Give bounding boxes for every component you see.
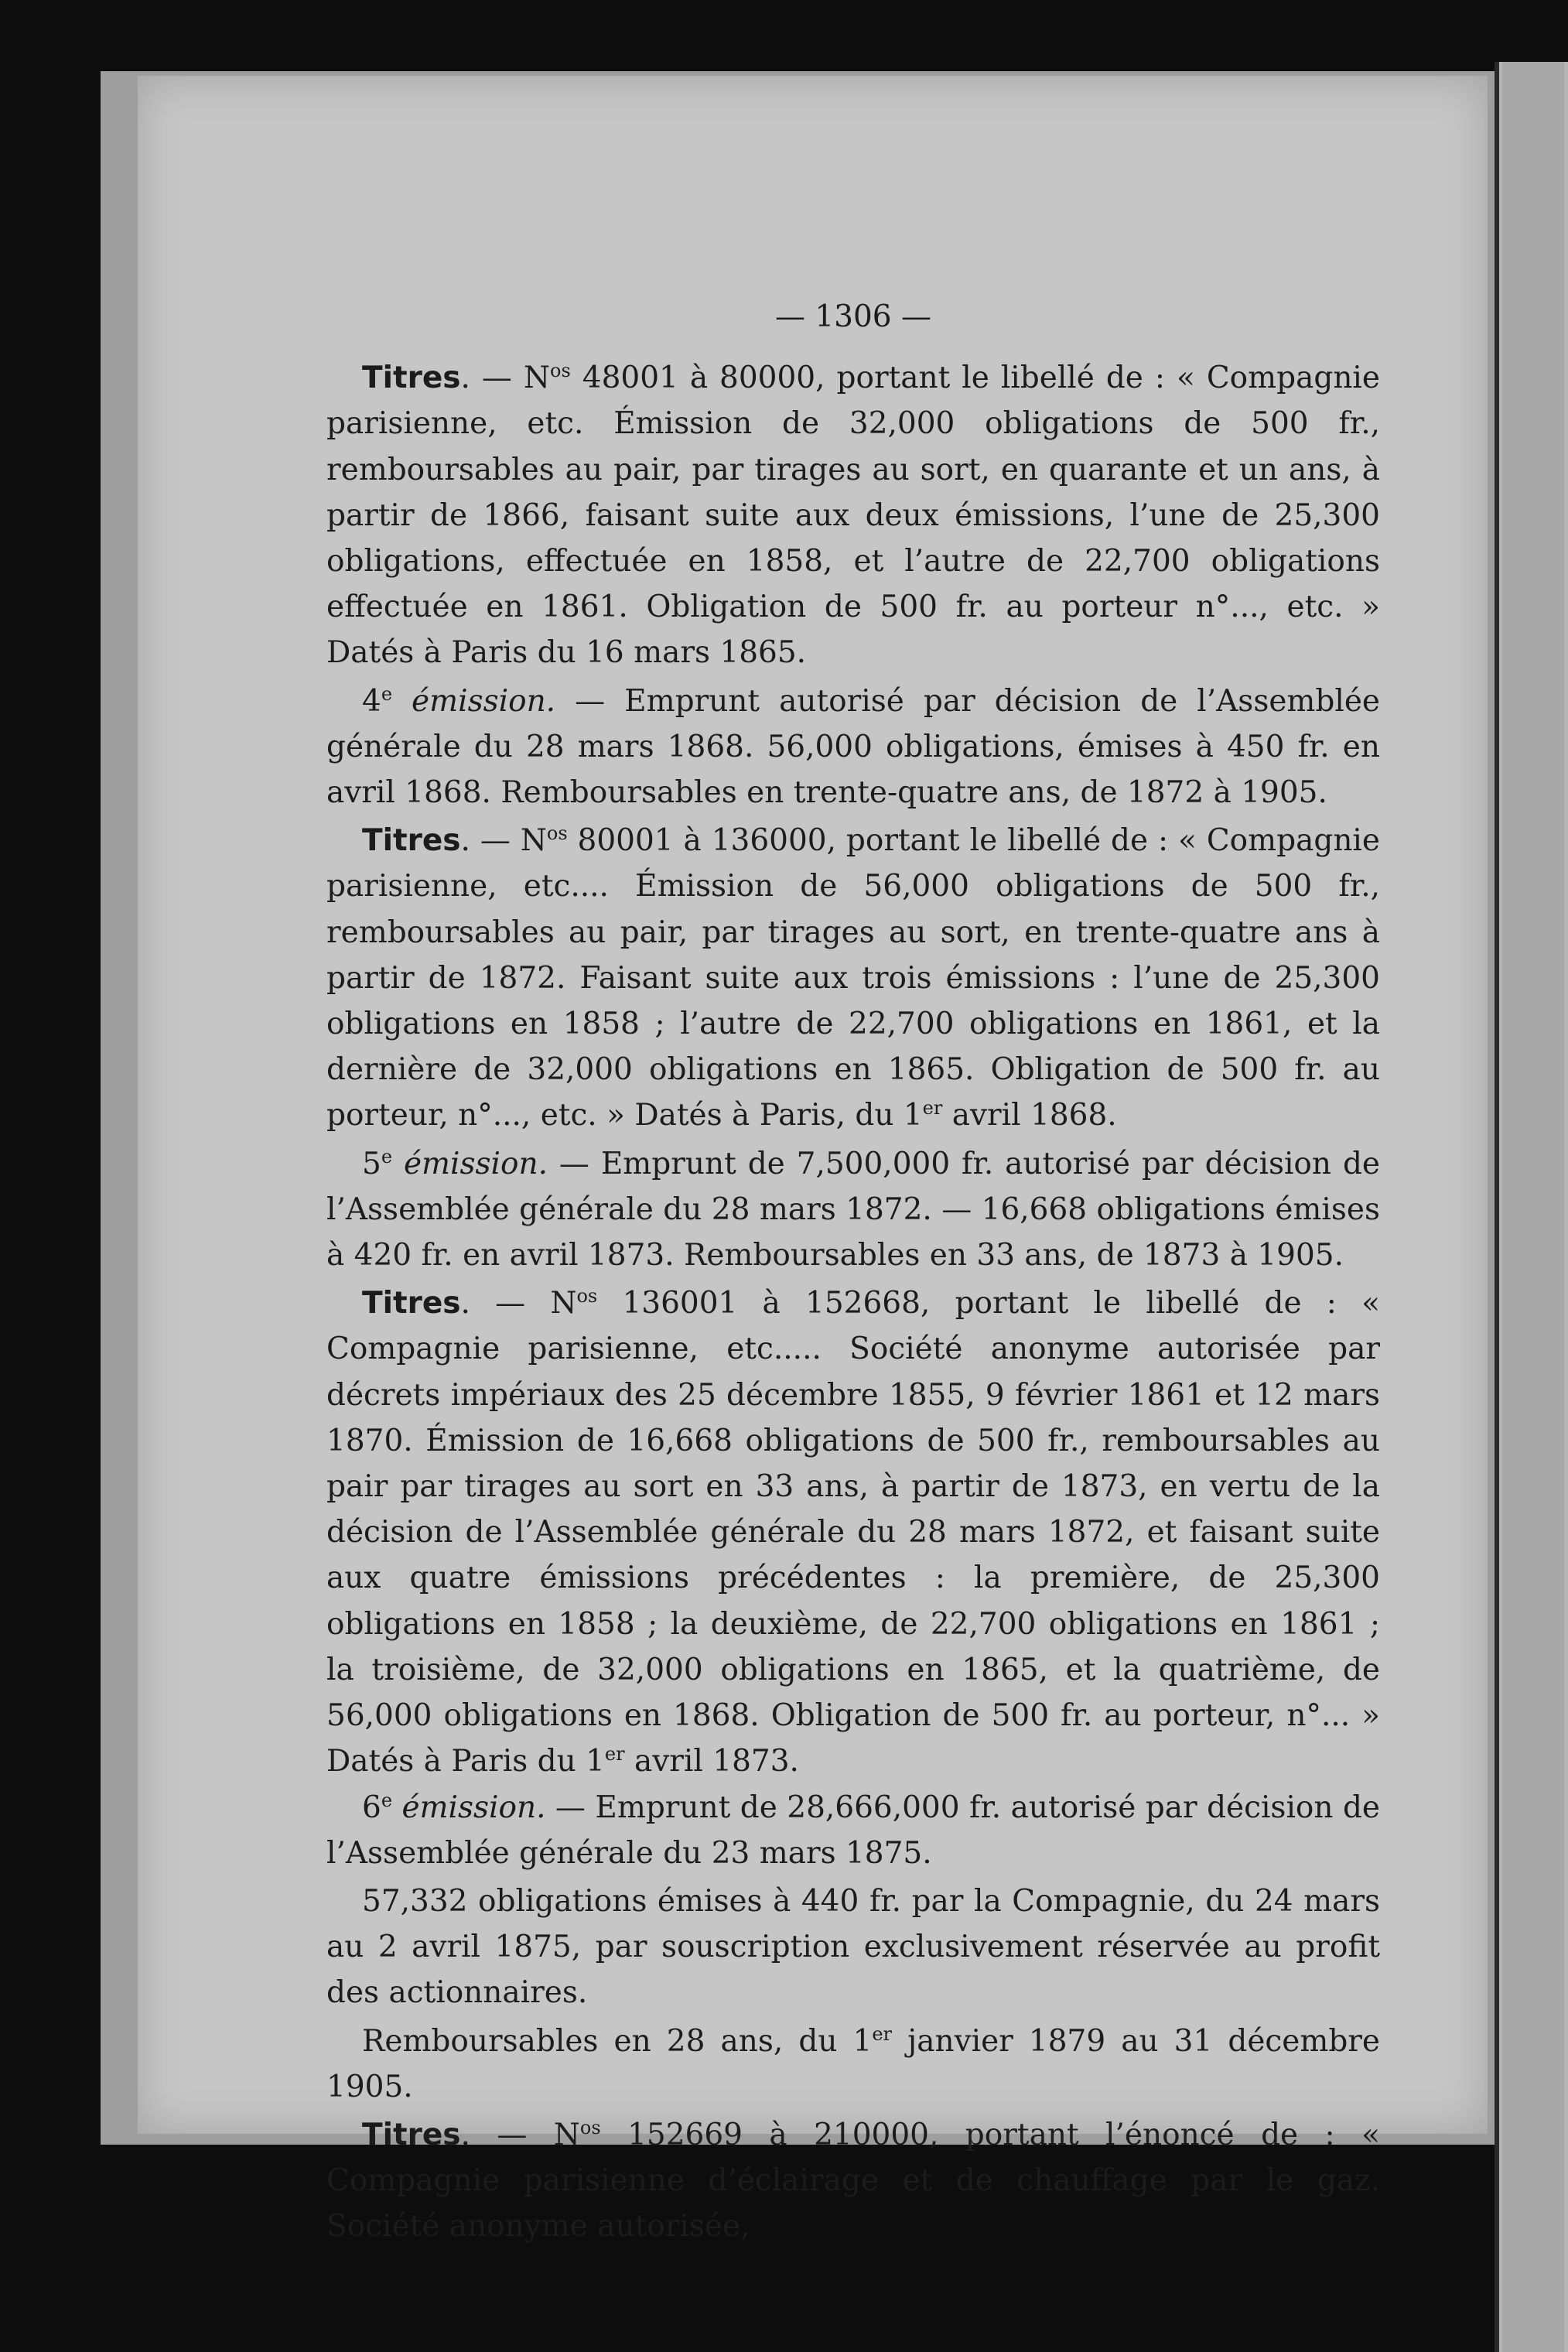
facing-page bbox=[1502, 62, 1564, 2352]
titres-label: Titres bbox=[362, 1286, 461, 1321]
titres-label: Titres bbox=[362, 361, 461, 396]
paragraph-4e-emission: 4e émission. — Emprunt autorisé par décision de l’Assemblée générale du 28 mars 1868. 56,000 obligations, émises à 450 fr. en avril 1868. Remboursables en trente-quatre ans, de 1872 à 1905. bbox=[326, 682, 1380, 811]
gutter-shadow bbox=[1495, 62, 1499, 2352]
page-number: — 1306 — bbox=[774, 299, 932, 334]
paragraph-titres-3e-emission: Titres. — $N^{os}$ 48001 à 80000, portant le libellé de : « Compagnie parisienne, etc. Émission de 32,000 obligations de 500 fr., remboursables au pair, par tirages au sort, en quarante et un ans, à partir de 1866, faisant suite aux deux émissions, l’une de 25,300 obligations, effectuée en 1858, et l’autre de 22,700 obligations effectuée en 1861. Obligation de 500 fr. au porteur n°..., etc. » Datés à Paris du 16 mars 1865. bbox=[326, 360, 1380, 671]
page-text bbox=[326, 294, 1380, 2250]
facing-page-edge bbox=[1495, 62, 1568, 2352]
paragraph-titres-6e-emission: Titres. — $N^{os}$ 152669 à 210000, portant l’énoncé de : « Compagnie parisienne d’éclairage et de chauffage par le gaz. Société anonyme autorisée, bbox=[326, 2116, 1380, 2244]
paragraph-souscription: 57,332 obligations émises à 440 fr. par la Compagnie, du 24 mars au 2 avril 1875, par souscription exclusivement réservée au profit des actionnaires. bbox=[326, 1883, 1380, 2011]
paragraph-6e-emission: 6e émission. — Emprunt de 28,666,000 fr. autorisé par décision de l’Assemblée générale du 23 mars 1875. bbox=[326, 1789, 1380, 1871]
paragraph-5e-emission: 5e émission. — Emprunt de 7,500,000 fr. autorisé par décision de l’Assemblée générale du 28 mars 1872. — 16,668 obligations émises à 420 fr. en avril 1873. Remboursables en 33 ans, de 1873 à 1905. bbox=[326, 1145, 1380, 1273]
titres-label: Titres bbox=[362, 2117, 461, 2152]
paragraph-titres-4e-emission: Titres. — $N^{os}$ 80001 à 136000, portant le libellé de : « Compagnie parisienne, etc.... Émission de 56,000 obligations de 500 fr., remboursables au pair, par tirages au sort, en trente-quatre ans à partir de 1872. Faisant suite aux trois émissions : l’une de 25,300 obligations en 1858 ; l’autre de 22,700 obligations en 1861, et la dernière de 32,000 obligations en 1865. Obligation de 500 fr. au porteur, n°..., etc. » Datés à Paris, du 1er avril 1868. bbox=[326, 822, 1380, 1133]
paragraph-titres-5e-emission: Titres. — $N^{os}$ 136001 à 152668, portant le libellé de : « Compagnie parisienne, etc..... Société anonyme autorisée par décrets impériaux des 25 décembre 1855, 9 février 1861 et 12 mars 1870. Émission de 16,668 obligations de 500 fr., remboursables au pair par tirages au sort en 33 ans, à partir de 1873, en vertu de la décision de l’Assemblée générale du 28 mars 1872, et faisant suite aux quatre émissions précédentes : la première, de 25,300 obligations en 1858 ; la deuxième, de 22,700 obligations en 1861 ; la troisième, de 32,000 obligations en 1865, et la quatrième, de 56,000 obligations en 1868. Obligation de 500 fr. au porteur, n°... » Datés à Paris du 1er avril 1873. bbox=[326, 1285, 1380, 1779]
titres-label: Titres bbox=[362, 823, 461, 859]
paragraph-remboursables: Remboursables en 28 ans, du 1er janvier 1879 au 31 décembre 1905. bbox=[326, 2022, 1381, 2104]
